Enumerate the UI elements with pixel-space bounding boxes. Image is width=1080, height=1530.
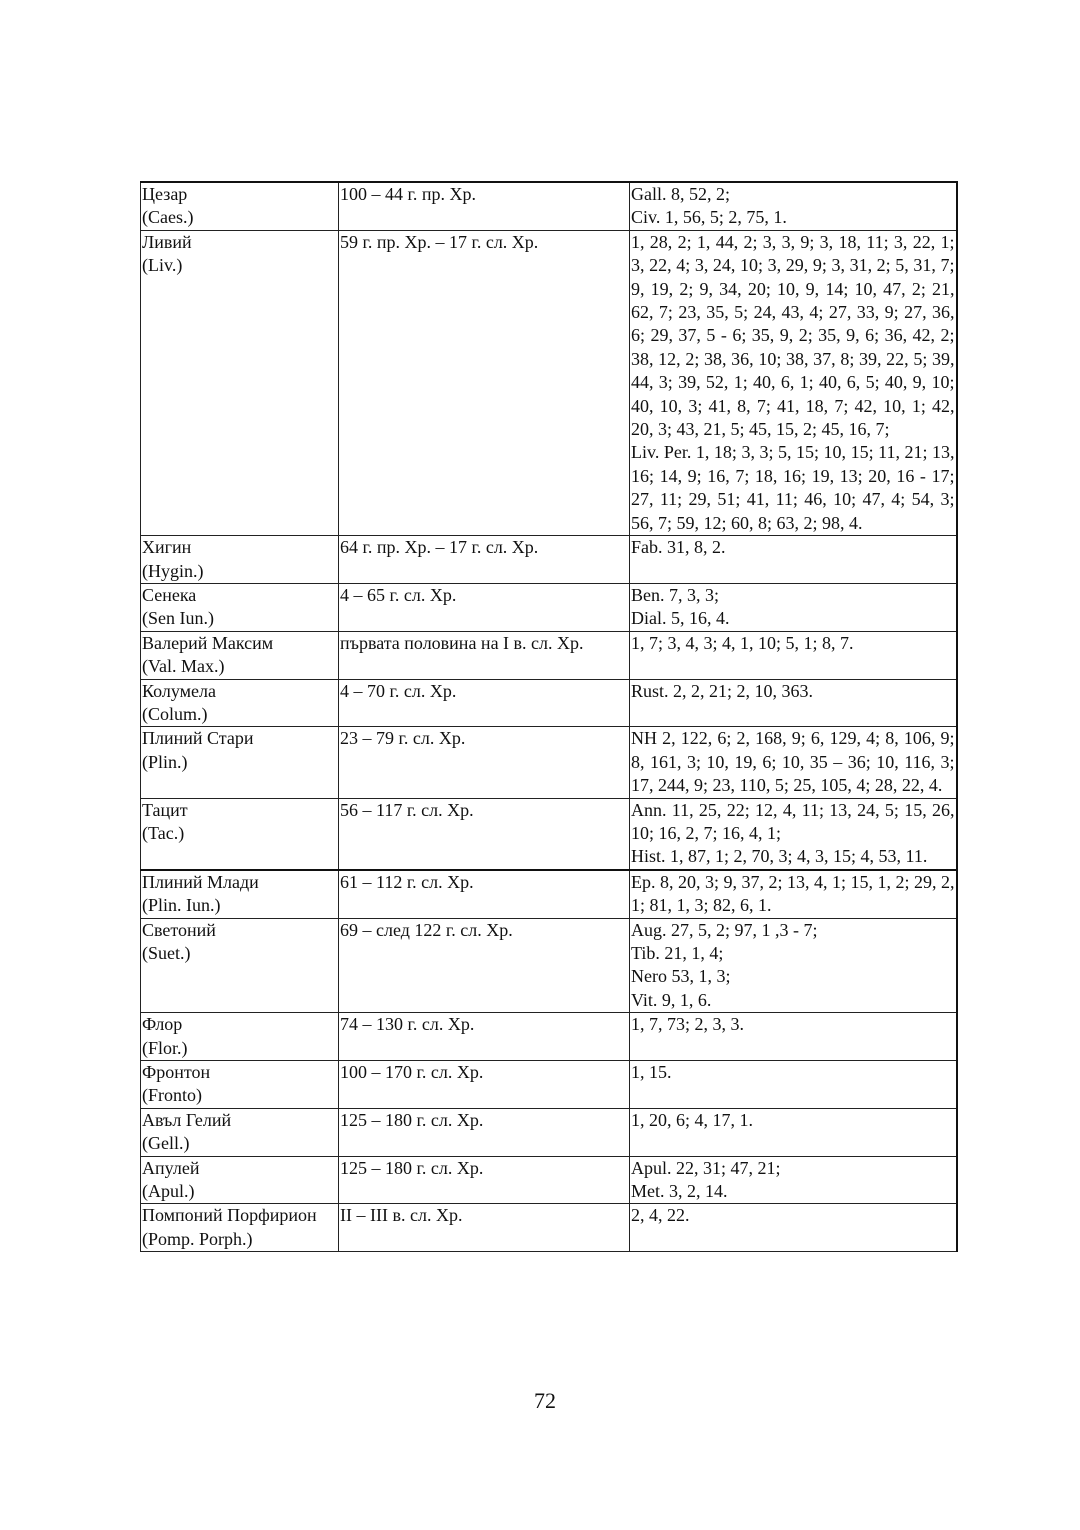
dates-cell: 4 – 65 г. сл. Хр.: [339, 583, 630, 631]
author-cell: Флор (Flor.): [141, 1013, 339, 1061]
author-cell: Ливий (Liv.): [141, 230, 339, 535]
author-cell: Тацит (Tac.): [141, 798, 339, 870]
references-cell: Ben. 7, 3, 3; Dial. 5, 16, 4.: [630, 583, 957, 631]
references-cell: Gall. 8, 52, 2; Civ. 1, 56, 5; 2, 75, 1.: [630, 182, 957, 230]
dates-cell: 4 – 70 г. сл. Хр.: [339, 679, 630, 727]
dates-cell: 23 – 79 г. сл. Хр.: [339, 727, 630, 798]
page-number: 72: [534, 1388, 556, 1413]
author-cell: Помпоний Порфирион (Pomp. Porph.): [141, 1204, 339, 1252]
author-cell: Колумела (Colum.): [141, 679, 339, 727]
table-row: [141, 870, 957, 918]
dates-cell: 125 – 180 г. сл. Хр.: [339, 1108, 630, 1156]
dates-cell: 64 г. пр. Хр. – 17 г. сл. Хр.: [339, 536, 630, 584]
table-row: [141, 727, 957, 798]
author-cell: Апулей (Apul.): [141, 1156, 339, 1204]
author-cell: Хигин (Hygin.): [141, 536, 339, 584]
references-cell: Ann. 11, 25, 22; 12, 4, 11; 13, 24, 5; 15, 26, 10; 16, 2, 7; 16, 4, 1; Hist. 1, 87, 1; 2, 70, 3; 4, 3, 15; 4, 53, 11.: [630, 798, 957, 870]
references-cell: Apul. 22, 31; 47, 21; Met. 3, 2, 14.: [630, 1156, 957, 1204]
author-cell: Авъл Гелий (Gell.): [141, 1108, 339, 1156]
references-cell: 1, 7, 73; 2, 3, 3.: [630, 1013, 957, 1061]
dates-cell: II – III в. сл. Хр.: [339, 1204, 630, 1252]
references-cell: Fab. 31, 8, 2.: [630, 536, 957, 584]
dates-cell: 100 – 170 г. сл. Хр.: [339, 1061, 630, 1109]
references-cell: Rust. 2, 2, 21; 2, 10, 363.: [630, 679, 957, 727]
references-cell: 1, 20, 6; 4, 17, 1.: [630, 1108, 957, 1156]
references-cell: 1, 28, 2; 1, 44, 2; 3, 3, 9; 3, 18, 11; 3, 22, 1; 3, 22, 4; 3, 24, 10; 3, 29, 9; 3, 31, 2; 5, 31, 7; 9, 19, 2; 9, 34, 20; 10, 9, 14; 10, 47, 2; 21, 62, 7; 23, 35, 5; 24, 43, 4; 27, 33, 9; 27, 36, 6; 29, 37, 5 - 6; 35, 9, 2; 35, 9, 6; 36, 42, 2; 38, 12, 2; 38, 36, 10; 38, 37, 8; 39, 22, 5; 39, 44, 3; 39, 52, 1; 40, 6, 1; 40, 6, 5; 40, 9, 10; 40, 10, 3; 41, 8, 7; 41, 18, 7; 42, 10, 1; 42, 20, 3; 43, 21, 5; 45, 15, 2; 45, 16, 7; Liv. Per. 1, 18; 3, 3; 5, 15; 10, 15; 11, 21; 13, 16; 14, 9; 16, 7; 18, 16; 19, 13; 20, 16 - 17; 27, 11; 29, 51; 41, 11; 46, 10; 47, 4; 54, 3; 56, 7; 59, 12; 60, 8; 63, 2; 98, 4.: [630, 230, 957, 535]
author-cell: Цезар (Caes.): [141, 182, 339, 230]
dates-cell: 61 – 112 г. сл. Хр.: [339, 870, 630, 918]
dates-cell: 59 г. пр. Хр. – 17 г. сл. Хр.: [339, 230, 630, 535]
author-cell: Сенека (Sen Iun.): [141, 583, 339, 631]
table-row: [141, 631, 957, 679]
author-cell: Плиний Стари (Plin.): [141, 727, 339, 798]
table-row: [141, 1108, 957, 1156]
table-row: [141, 536, 957, 584]
dates-cell: 125 – 180 г. сл. Хр.: [339, 1156, 630, 1204]
table-row: [141, 798, 957, 870]
table-row: [141, 1156, 957, 1204]
table-row: [141, 583, 957, 631]
author-cell: Светоний (Suet.): [141, 918, 339, 1013]
dates-cell: 100 – 44 г. пр. Хр.: [339, 182, 630, 230]
table-row: [141, 1204, 957, 1252]
dates-cell: 69 – след 122 г. сл. Хр.: [339, 918, 630, 1013]
table-row: [141, 679, 957, 727]
authors-table-body: [141, 182, 957, 1252]
references-cell: Aug. 27, 5, 2; 97, 1 ,3 - 7; Tib. 21, 1, 4; Nero 53, 1, 3; Vit. 9, 1, 6.: [630, 918, 957, 1013]
author-cell: Плиний Млади (Plin. Iun.): [141, 870, 339, 918]
table-row: [141, 1061, 957, 1109]
dates-cell: първата половина на I в. сл. Хр.: [339, 631, 630, 679]
authors-table: [140, 181, 958, 1252]
references-cell: 2, 4, 22.: [630, 1204, 957, 1252]
references-cell: 1, 15.: [630, 1061, 957, 1109]
author-cell: Фронтон (Fronto): [141, 1061, 339, 1109]
references-cell: Ep. 8, 20, 3; 9, 37, 2; 13, 4, 1; 15, 1, 2; 29, 2, 1; 81, 1, 3; 82, 6, 1.: [630, 870, 957, 918]
dates-cell: 56 – 117 г. сл. Хр.: [339, 798, 630, 870]
table-row: [141, 918, 957, 1013]
references-cell: NH 2, 122, 6; 2, 168, 9; 6, 129, 4; 8, 106, 9; 8, 161, 3; 10, 19, 6; 10, 35 – 36; 10, 116, 3; 17, 244, 9; 23, 110, 5; 25, 105, 4; 28, 22, 4.: [630, 727, 957, 798]
author-cell: Валерий Максим (Val. Max.): [141, 631, 339, 679]
table-row: [141, 1013, 957, 1061]
table-row: [141, 230, 957, 535]
dates-cell: 74 – 130 г. сл. Хр.: [339, 1013, 630, 1061]
table-row: [141, 182, 957, 230]
references-cell: 1, 7; 3, 4, 3; 4, 1, 10; 5, 1; 8, 7.: [630, 631, 957, 679]
